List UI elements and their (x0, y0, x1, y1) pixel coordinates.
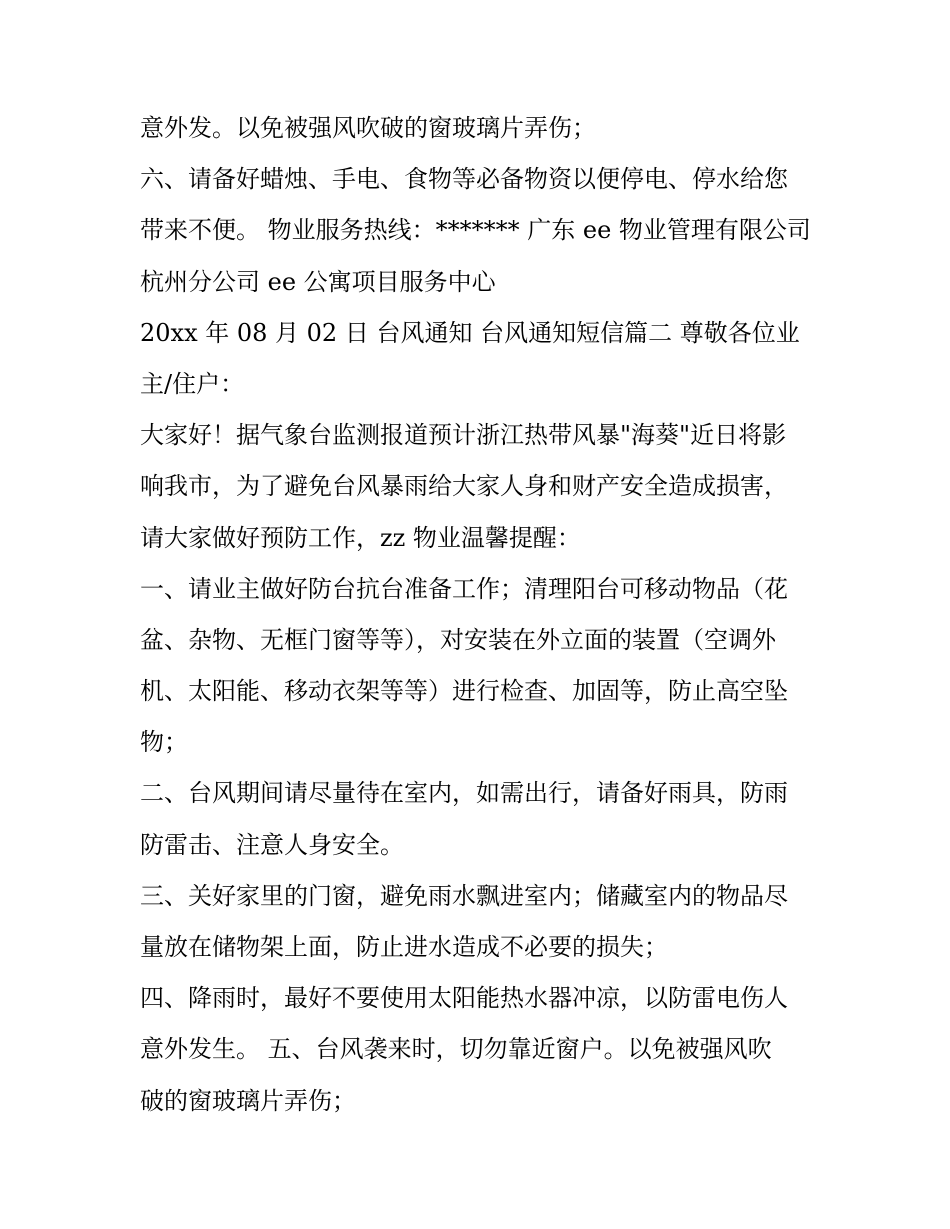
text-line: 意外发。以免被强风吹破的窗玻璃片弄伤； (140, 114, 596, 142)
text-line: 六、请备好蜡烛、手电、食物等必备物资以便停电、停水给您 (140, 165, 788, 194)
text-line: 三、关好家里的门窗，避免雨水飘进室内；储藏室内的物品尽 (140, 881, 788, 910)
document-body (140, 103, 820, 1127)
text-line: 带来不便。 物业服务热线：******* 广东 ee 物业管理有限公司 (140, 216, 811, 245)
text-line: 杭州分公司 ee 公寓项目服务中心 (140, 267, 496, 296)
text-line: 物； (140, 728, 188, 757)
text-line: 一、请业主做好防台抗台准备工作；清理阳台可移动物品（花 (140, 574, 788, 603)
text-line: 请大家做好预防工作，zz 物业温馨提醒： (140, 523, 581, 552)
text-line: 防雷击、注意人身安全。 (140, 830, 404, 859)
text-line: 机、太阳能、移动衣架等等）进行检查、加固等，防止高空坠 (140, 677, 788, 706)
text-line: 量放在储物架上面，防止进水造成不必要的损失； (140, 933, 668, 961)
text-line: 主/住户： (140, 369, 245, 398)
text-line: 盆、杂物、无框门窗等等），对安装在外立面的装置（空调外 (140, 625, 776, 654)
text-line: 响我市，为了避免台风暴雨给大家人身和财产安全造成损害， (140, 472, 788, 501)
text-line: 20xx 年 08 月 02 日 台风通知 台风通知短信篇二 尊敬各位业 (140, 318, 800, 347)
text-line: 意外发生。 五、台风袭来时，切勿靠近窗户。以免被强风吹 (140, 1035, 772, 1064)
text-line: 破的窗玻璃片弄伤； (140, 1086, 356, 1115)
text-line: 大家好！据气象台监测报道预计浙江热带风暴"海葵"近日将影 (140, 421, 787, 450)
text-line: 二、台风期间请尽量待在室内，如需出行，请备好雨具，防雨 (140, 779, 788, 808)
text-line: 四、降雨时，最好不要使用太阳能热水器冲凉，以防雷电伤人 (140, 984, 788, 1013)
